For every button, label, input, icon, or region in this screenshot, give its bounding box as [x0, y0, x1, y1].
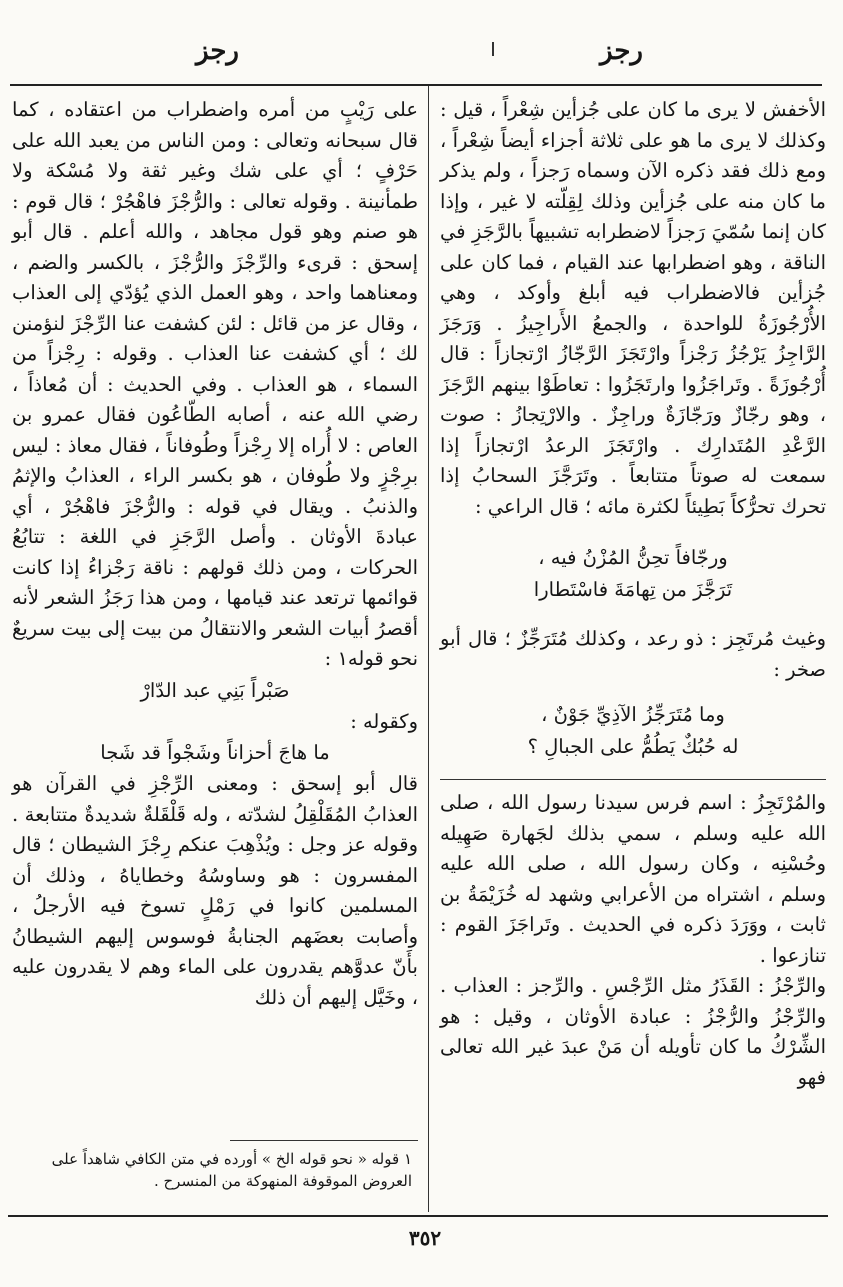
header-mark: [492, 42, 494, 56]
top-rule: [10, 84, 822, 86]
right-running-head: رجز: [600, 36, 643, 66]
left-column: [12, 95, 418, 1013]
right-column: [440, 95, 826, 1093]
verse-line: صَبْراً بَنِي عبد الدّارْ: [140, 678, 290, 702]
entry-text: الأخفش لا يرى ما كان على جُزأين شِعْراً ، قيل : وكذلك لا يرى ما هو على ثلاثة أجزاء أيضاً شِعْراً ، ومع ذلك فقد ذكره الآن وسماه رَجزاً ، ولم يذكر ما كان منه على جُزأين وذلك لِقِلّته لا غير ، وإذا كان إنما سُمّيَ رَجزاً لاضطرابه تشبيهاً بالرَّجَزِ في الناقة ، وهو اضطرابها عند القيام ، فما كان على جُزأين فالاضطراب فيه أبلغ وأوكد ، وهي الأُرْجُوزَةُ للواحدة ، والجمعُ الأَراجِيزُ . وَرَجَزَ الرَّاجِزُ يَرْجُزُ رَجْزاً وارْتَجَزَ الرَّجّازُ ارْتجازاً : قال أُرْجُوزَةً . وتَراجَزُوا وارتَجَزُوا : تعاطَوْا بينهم الرَّجَزَ ، وهو رجّازٌ ورَجّازَةٌ وراجِزٌ . والارْتِجازُ : صوت الرَّعْدِ المُتَدارِك . وارْتَجَزَ الرعدُ ارْتجازاً إذا سمعت له صوتاً متتابعاً . وتَرَجَّزَ السحابُ إذا تحرك تحرُّكاً بَطِيئاً لكثرة مائه ؛ قال الراعي :: [440, 98, 826, 518]
left-running-head: رجز: [196, 36, 239, 66]
entry-text: وكقوله :: [350, 709, 418, 733]
footnote-rule: [230, 1140, 418, 1141]
section-divider: [440, 779, 826, 780]
page-number: ٣٥٢: [408, 1226, 442, 1250]
bottom-rule: [8, 1215, 828, 1217]
verse-block: [440, 699, 826, 763]
entry-text: وغيث مُرتَجِز : ذو رعد ، وكذلك مُتَرَجِّزٌ ؛ قال أبو صخر :: [440, 627, 826, 681]
entry-text: قال أبو إسحق : ومعنى الرِّجْزِ في القرآن هو العذابُ المُقَلْقِلُ لشدّته ، وله قَلْقَلةٌ شديدةٌ متتابعة . وقوله عز وجل : ويُذْهِبَ عنكم رِجْزَ الشيطان ؛ قال المفسرون : هو وساوسُهُ وخطاياهُ ، وذلك أن المسلمين كانوا في رَمْلٍ تسوخ فيه الأرجلُ ، وأصابت بعضَهم الجنابةُ فوسوس إليهم الشيطانُ بأَنّ عدوَّهم يقدرون على الماء وهم لا يقدرون عليه ، وخَيَّل إليهم أن ذلك: [12, 772, 418, 1009]
verse-line: له حُبُكٌ يَطُمُّ على الجبالِ ؟: [527, 735, 739, 758]
column-separator: [428, 86, 429, 1212]
verse-line: ما هاجَ أحزاناً وشَجْواً قد شَجا: [100, 741, 330, 764]
entry-text: والمُرْتَجِزُ : اسم فرس سيدنا رسول الله ، صلى الله عليه وسلم ، سمي بذلك لجَهارة صَهِيله وحُسْنِه ، وكان رسول الله ، صلى الله عليه وسلم ، اشتراه من الأعرابي وشهد له خُزَيْمَةُ بن ثابت ، ووَرَدَ ذكره في الحديث . وتَراجَزَ القوم : تنازعوا .: [440, 791, 826, 967]
verse-line: وما مُتَرَجِّزُ الآذِيِّ جَوْنٌ ،: [541, 703, 725, 726]
entry-text: على رَيْبٍ من أمره واضطراب من اعتقاده ، كما قال سبحانه وتعالى : ومن الناس من يعبد الله على حَرْفٍ ؛ أي على شك وغير ثقة ولا مُسْكة ولا طمأنينة . وقوله تعالى : والرُّجْزَ فاهْجُرْ ؛ قال قوم : هو صنم وهو قول مجاهد ، والله أعلم . قال أبو إسحق : قرىء والرِّجْزَ والرُّجْزَ ، بالكسر والضم ، ومعناهما واحد ، وهو العمل الذي يُؤدّي إلى العذاب ، وقال عز من قائل : لئن كشفت عنا الرِّجْزَ لنؤمنن لك ؛ أي كشفت عنا العذاب . وقوله : رِجْزاً من السماء ، هو العذاب . وفي الحديث : أن مُعاذاً ، رضي الله عنه ، أصابه الطّاعُون فقال عمرو بن العاص : لا أُراه إلا رِجْزاً وطُوفاناً ، فقال معاذ : ليس برِجْزٍ ولا طُوفان ، هو بكسر الراء ، العذابُ والإثمُ والذنبُ . ويقال في قوله : والرُّجْزَ فاهْجُرْ ، أي عبادةَ الأوثان . وأصل الرَّجَزِ في اللغة : تتابُعُ الحركات ، ومن ذلك قولهم : ناقة رَجْزاءُ إذا كانت قوائمها ترتعد عند قيامها ، ومن هذا رَجَزُ الشعر لأنه أقصرُ أبيات الشعر والانتقالُ من بيت إلى بيت سريعٌ نحو قوله١ :: [12, 98, 418, 670]
footnote: ١ قوله « نحو قوله الخ » أورده في متن الكافي شاهداً على العروض الموقوفة المنهوكة من المنسرح .: [51, 1150, 412, 1190]
verse-line: ورجّافاً تحِنُّ المُزْنُ فيه ،: [538, 546, 728, 569]
verse-block: [440, 542, 826, 606]
verse-line: تَرَجَّزَ من تِهامَةَ فاسْتَطارا: [533, 578, 733, 601]
entry-text: والرِّجْزُ : القَذَرُ مثل الرِّجْسِ . والرِّجز : العذاب . والرِّجْزُ والرُّجْزُ : عبادة الأوثان ، وقيل : هو الشِّرْكُ ما كان تأويله أن مَنْ عبدَ غير الله تعالى فهو: [440, 974, 826, 1089]
page-header: [0, 30, 843, 80]
